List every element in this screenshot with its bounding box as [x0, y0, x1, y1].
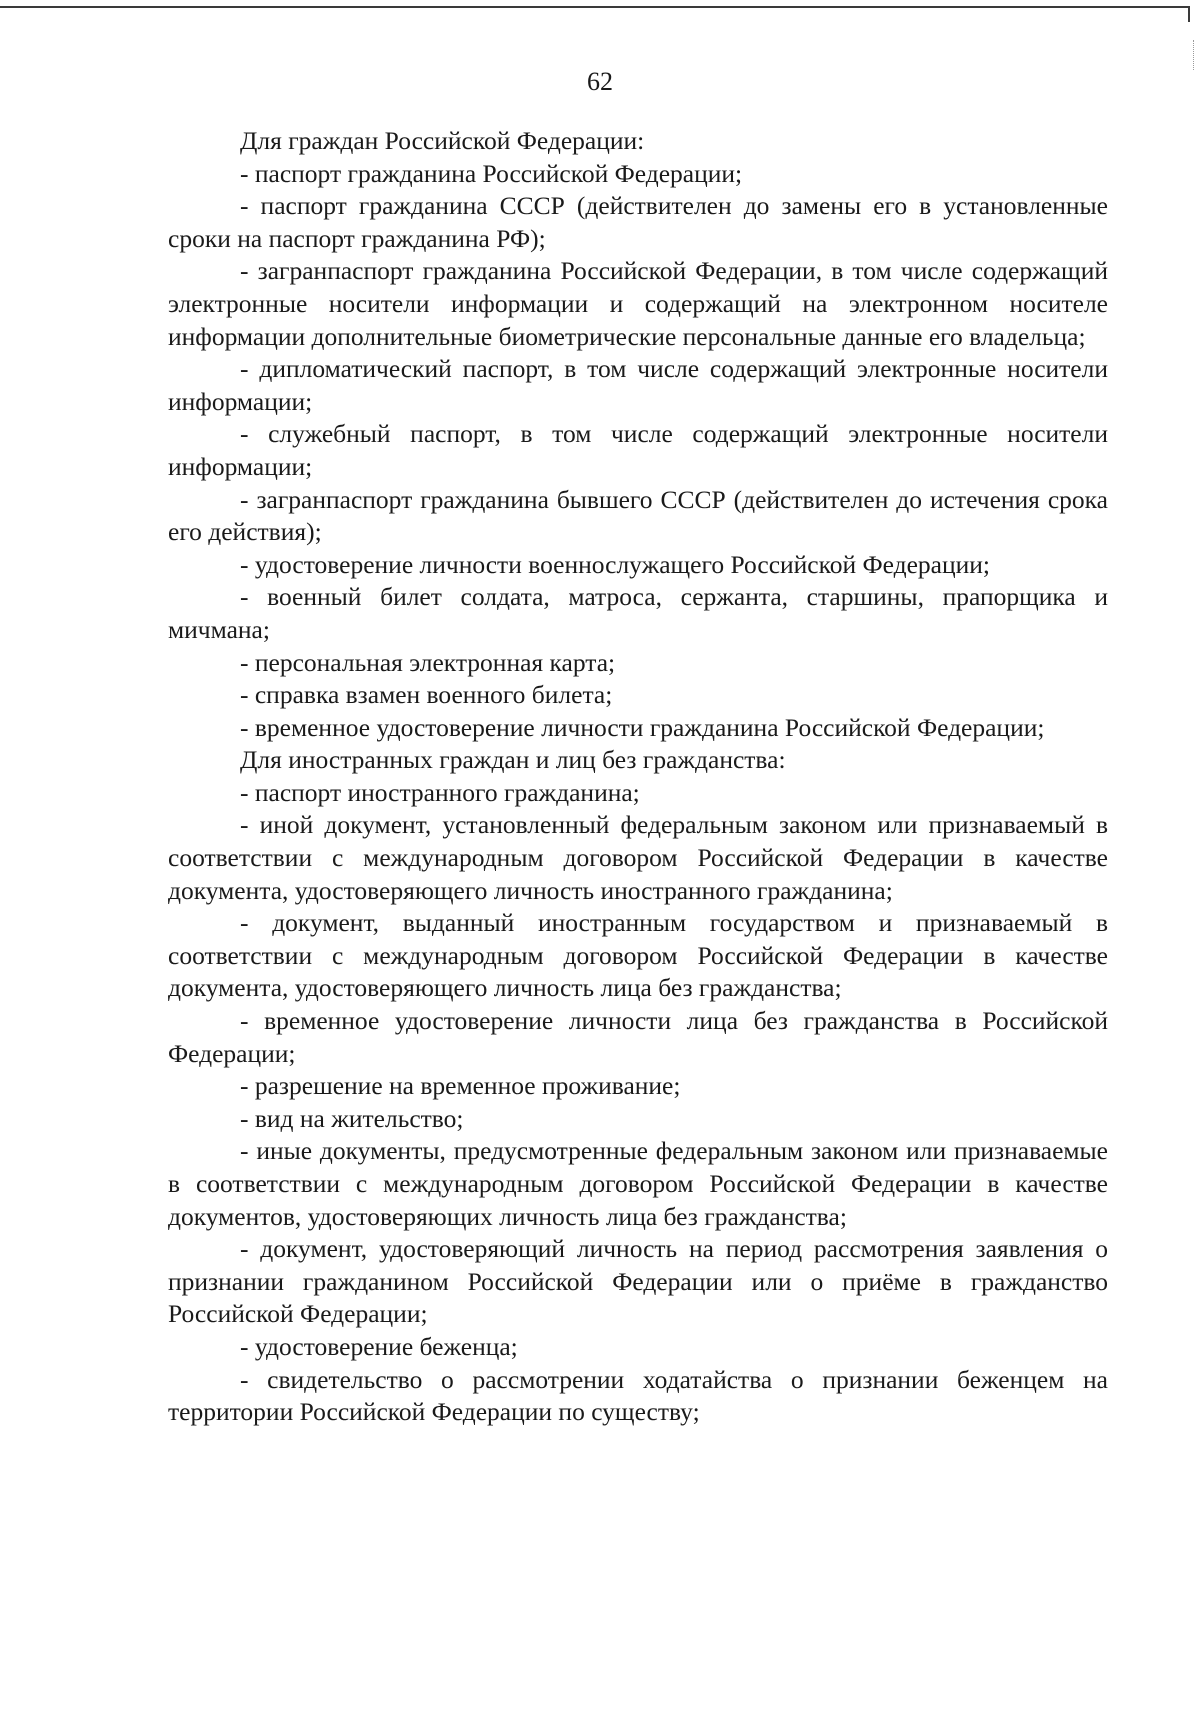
- list-item: - служебный паспорт, в том числе содержащий электронные носители информации;: [168, 419, 1108, 481]
- scan-border-corner: [1188, 6, 1190, 22]
- list-item: - справка взамен военного билета;: [240, 680, 613, 710]
- list-item: - разрешение на временное проживание;: [240, 1071, 681, 1101]
- list-item: - временное удостоверение личности лица без гражданства в Российской Федерации;: [168, 1006, 1108, 1068]
- list-item: - вид на жительство;: [240, 1103, 464, 1133]
- list-item: - иной документ, установленный федеральным законом или признаваемый в соответствии с международным договором Российской Федерации в качестве документа, удостоверяющего личность иностранного гражданина;: [168, 810, 1108, 905]
- list-item: - военный билет солдата, матроса, сержанта, старшины, прапорщика и мичмана;: [168, 582, 1108, 644]
- list-item: - паспорт гражданина СССР (действителен до замены его в установленные сроки на паспорт гражданина РФ);: [168, 191, 1108, 253]
- list-item: - паспорт гражданина Российской Федерации;: [240, 158, 743, 188]
- list-item: - свидетельство о рассмотрении ходатайства о признании беженцем на территории Российской Федерации по существу;: [168, 1364, 1108, 1427]
- list-item: - дипломатический паспорт, в том числе содержащий электронные носители информации;: [168, 354, 1108, 416]
- list-item: - документ, удостоверяющий личность на период рассмотрения заявления о признании гражданином Российской Федерации или о приёме в гражданство Российской Федерации;: [168, 1234, 1108, 1329]
- scan-border-top: [0, 6, 1188, 8]
- list-item: - иные документы, предусмотренные федеральным законом или признаваемые в соответствии с международным договором Российской Федерации в качестве документов, удостоверяющих личность лица без гражданства;: [168, 1136, 1108, 1231]
- list-item: - персональная электронная карта;: [240, 647, 616, 677]
- page-number: 62: [587, 67, 613, 96]
- list-item: - загранпаспорт гражданина бывшего СССР (действителен до истечения срока его действия);: [168, 484, 1108, 547]
- document-body: [168, 125, 1108, 1429]
- list-item: - удостоверение личности военнослужащего Российской Федерации;: [240, 549, 990, 579]
- list-item: - паспорт иностранного гражданина;: [240, 777, 640, 807]
- list-item: - удостоверение беженца;: [240, 1331, 518, 1361]
- list-item: - загранпаспорт гражданина Российской Федерации, в том числе содержащий электронные носители информации и содержащий на электронном носителе информации дополнительные биометрические персональные данные его владельца;: [168, 256, 1108, 351]
- list-item: - временное удостоверение личности гражданина Российской Федерации;: [240, 712, 1045, 742]
- section-heading-citizens: Для граждан Российской Федерации:: [240, 126, 645, 155]
- section-heading-foreigners: Для иностранных граждан и лиц без гражданства:: [240, 745, 786, 775]
- list-item: - документ, выданный иностранным государством и признаваемый в соответствии с международным договором Российской Федерации в качестве документа, удостоверяющего личность лица без гражданства;: [168, 908, 1108, 1003]
